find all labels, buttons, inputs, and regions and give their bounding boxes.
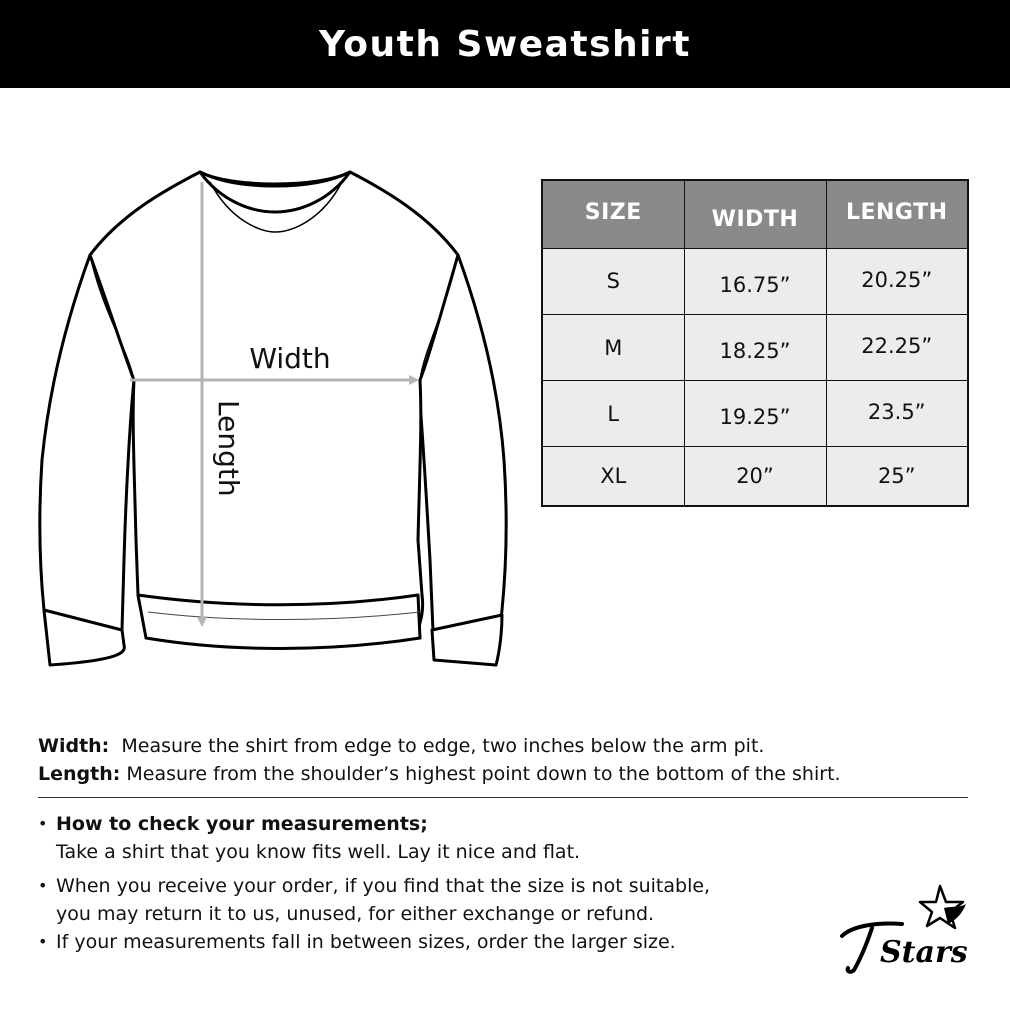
bullet-icon: • [38,932,48,951]
table-row [542,249,968,315]
width-label: Width [249,342,331,375]
column-header-size: SIZE [542,180,684,249]
sweatshirt-diagram [30,160,520,680]
check-text: Take a shirt that you know fits well. Lay it nice and flat. [56,841,581,863]
list-item [38,928,838,956]
logo-wordmark: Stars [880,935,968,970]
list-item [38,872,838,900]
size-cell: M [542,315,684,381]
table-row [542,447,968,507]
table-header-row [542,180,968,249]
measurement-definitions [38,732,978,788]
width-definition [38,732,978,760]
bullet-icon: • [38,876,48,895]
column-header-width: WIDTH [684,180,826,249]
width-description: Measure the shirt from edge to edge, two inches below the arm pit. [121,735,765,757]
divider [38,797,968,798]
page-title: Youth Sweatshirt [319,23,691,65]
size-cell: S [542,249,684,315]
body [90,172,458,638]
length-cell: 23.5” [826,381,968,447]
width-cell: 16.75” [684,249,826,315]
length-definition [38,760,978,788]
between-sizes-text: If your measurements fall in between sizes, order the larger size. [56,931,676,953]
size-chart-table [541,179,969,507]
bullet-icon: • [38,814,48,833]
size-cell: XL [542,447,684,507]
size-cell: L [542,381,684,447]
table-row [542,381,968,447]
table-row [542,315,968,381]
list-item [38,810,838,838]
tips-list [38,810,838,956]
length-cell: 22.25” [826,315,968,381]
width-cell: 19.25” [684,381,826,447]
length-label: Length [212,400,245,497]
width-cell: 18.25” [684,315,826,381]
length-description: Measure from the shoulder’s highest point down to the bottom of the shirt. [126,763,841,785]
width-cell: 20” [684,447,826,507]
length-cell: 25” [826,447,968,507]
return-text-line2: you may return it to us, unused, for either exchange or refund. [56,903,655,925]
length-term: Length: [38,763,121,785]
page-header [0,0,1010,88]
width-term: Width: [38,735,110,757]
check-title: How to check your measurements; [56,813,428,835]
column-header-length: LENGTH [826,180,968,249]
return-text-line1: When you receive your order, if you find that the size is not suitable, [56,875,711,897]
tstars-logo [832,878,982,978]
length-cell: 20.25” [826,249,968,315]
